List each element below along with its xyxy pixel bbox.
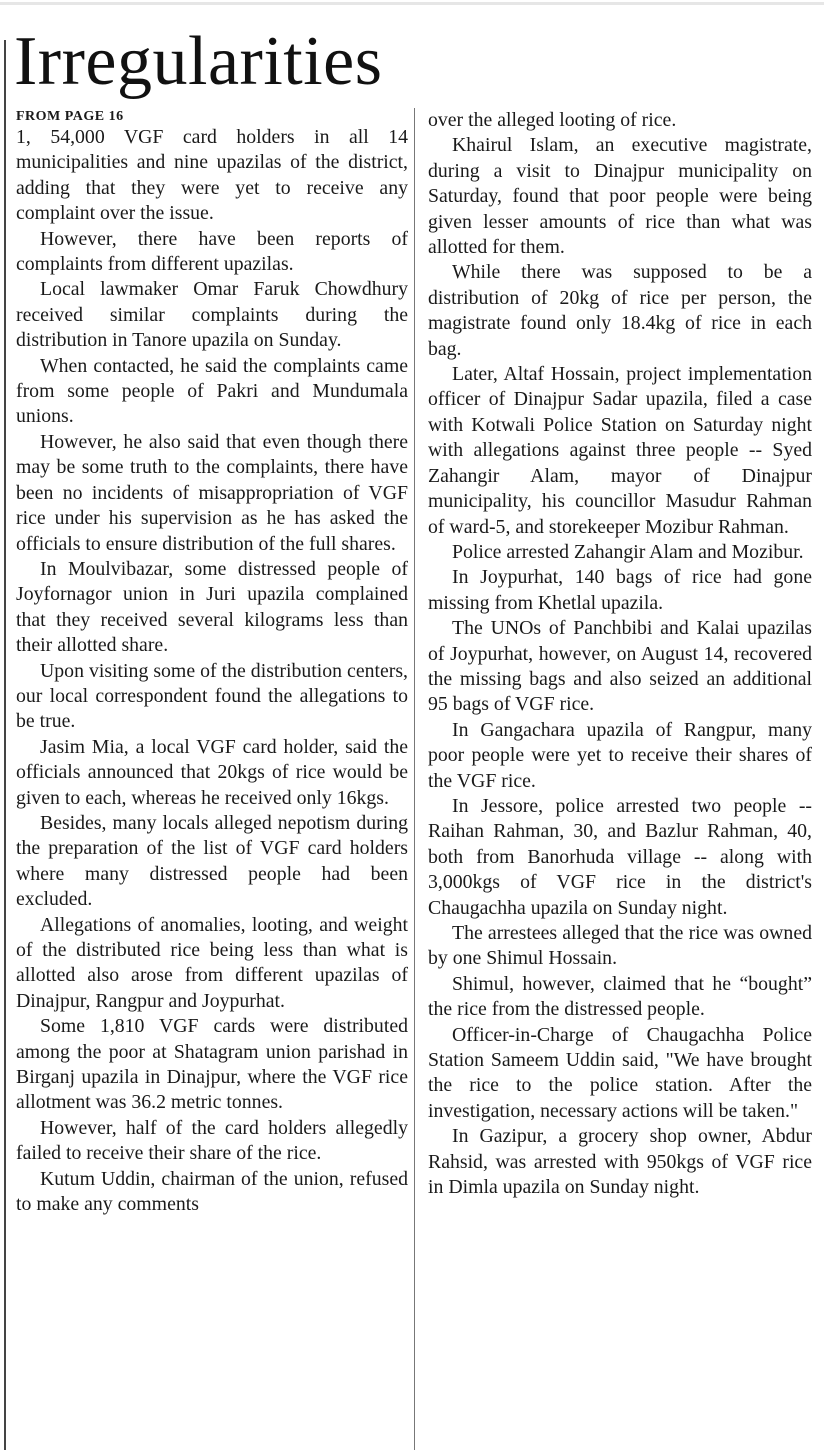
left-border-rule bbox=[4, 40, 6, 1450]
top-rule bbox=[0, 2, 824, 5]
paragraph: The arrestees alleged that the rice was owned by one Shimul Hossain. bbox=[428, 922, 812, 970]
paragraph: Police arrested Zahangir Alam and Mozibur. bbox=[452, 540, 804, 563]
paragraph: Shimul, however, claimed that he “bought” the rice from the distressed people. bbox=[428, 972, 812, 1021]
paragraph: Some 1,810 VGF cards were distributed among the poor at Shatagram union parishad in Birganj upazila in Dinajpur, where the VGF rice allotment was 36.2 metric tonnes. bbox=[16, 1015, 408, 1114]
paragraph: In Gangachara upazila of Rangpur, many poor people were yet to receive their shares of the VGF rice. bbox=[428, 718, 812, 792]
headline: Irregularities bbox=[14, 23, 383, 100]
paragraph: Upon visiting some of the distribution centers, our local correspondent found the allegations to be true. bbox=[16, 659, 408, 733]
column-divider bbox=[414, 108, 415, 1450]
paragraph: 1, 54,000 VGF card holders in all 14 municipalities and nine upazilas of the district, adding that they were yet to receive any complaint over the issue. bbox=[16, 126, 408, 225]
paragraph: over the alleged looting of rice. bbox=[428, 109, 677, 131]
left-column bbox=[16, 108, 408, 1217]
paragraph: The UNOs of Panchbibi and Kalai upazilas of Joypurhat, however, on August 14, recovered the missing bags and also seized an additional 95 bags of VGF rice. bbox=[428, 617, 812, 716]
right-column bbox=[428, 108, 812, 1200]
paragraph: While there was supposed to be a distribution of 20kg of rice per person, the magistrate found only 18.4kg of rice in each bag. bbox=[428, 261, 812, 360]
paragraph: Besides, many locals alleged nepotism during the preparation of the list of VGF card holders where many distressed people had been excluded. bbox=[16, 811, 408, 911]
continuation-kicker: FROM PAGE 16 bbox=[16, 109, 124, 124]
paragraph: When contacted, he said the complaints came from some people of Pakri and Mundumala unions. bbox=[16, 354, 408, 428]
paragraph: Officer-in-Charge of Chaugachha Police Station Sameem Uddin said, "We have brought the rice to the police station. After the investigation, necessary actions will be taken." bbox=[428, 1023, 812, 1122]
paragraph: However, half of the card holders allegedly failed to receive their share of the rice. bbox=[16, 1116, 408, 1165]
paragraph: Khairul Islam, an executive magistrate, during a visit to Dinajpur municipality on Saturday, found that poor people were being given lesser amounts of rice than what was allotted for them. bbox=[428, 134, 812, 259]
paragraph: In Joypurhat, 140 bags of rice had gone missing from Khetlal upazila. bbox=[428, 566, 812, 614]
paragraph: Allegations of anomalies, looting, and weight of the distributed rice being less than what is allotted also arose from different upazilas of Dinajpur, Rangpur and Joypurhat. bbox=[16, 913, 408, 1012]
paragraph: Local lawmaker Omar Faruk Chowdhury received similar complaints during the distribution in Tanore upazila on Sunday. bbox=[16, 278, 408, 352]
paragraph: Kutum Uddin, chairman of the union, refused to make any comments bbox=[16, 1167, 408, 1216]
paragraph: In Gazipur, a grocery shop owner, Abdur Rahsid, was arrested with 950kgs of VGF rice in Dimla upazila on Sunday night. bbox=[428, 1125, 812, 1199]
paragraph: Jasim Mia, a local VGF card holder, said the officials announced that 20kgs of rice would be given to each, whereas he received only 16kgs. bbox=[16, 735, 408, 809]
paragraph: However, there have been reports of complaints from different upazilas. bbox=[16, 227, 408, 276]
paragraph: In Jessore, police arrested two people -- Raihan Rahman, 30, and Bazlur Rahman, 40, both from Banorhuda village -- along with 3,000kgs of VGF rice in the district's Chaugachha upazila on Sunday night. bbox=[428, 794, 812, 919]
paragraph: In Moulvibazar, some distressed people of Joyfornagor union in Juri upazila complained that they received several kilograms less than their allotted share. bbox=[16, 557, 408, 657]
paragraph: However, he also said that even though there may be some truth to the complaints, there have been no incidents of misappropriation of VGF rice under his supervision as he has asked the officials to ensure distribution of the full shares. bbox=[16, 430, 408, 555]
paragraph: Later, Altaf Hossain, project implementation officer of Dinajpur Sadar upazila, filed a case with Kotwali Police Station on Saturday night with allegations against three people -- Syed Zahangir Alam, mayor of Dinajpur municipality, his councillor Masudur Rahman of ward-5, and storekeeper Mozibur Rahman. bbox=[428, 363, 812, 538]
